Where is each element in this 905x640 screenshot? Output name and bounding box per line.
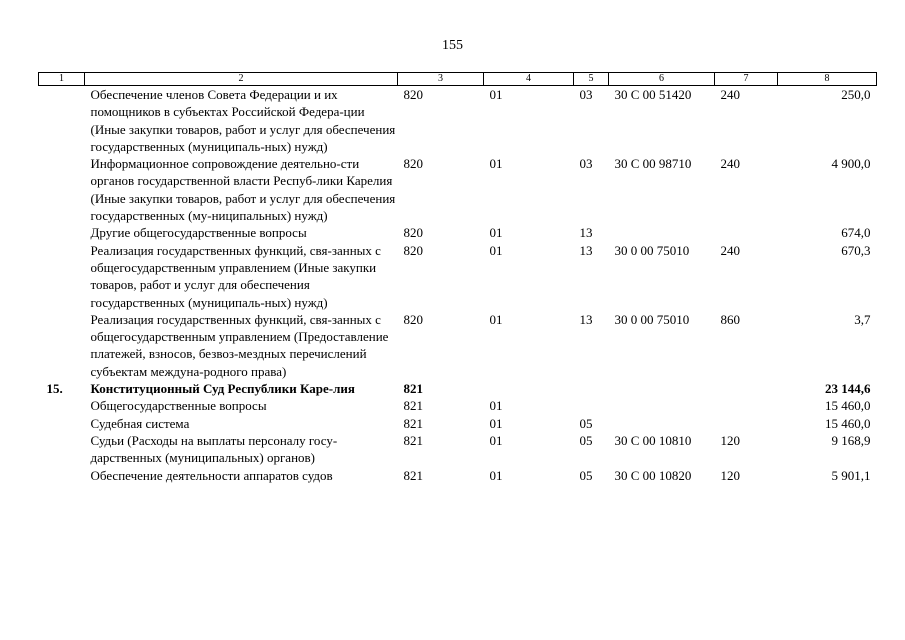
row-amount-cell: 250,0 [841,87,871,102]
row-rz-cell: 01 [489,415,503,431]
row-number-cell [39,86,85,156]
row-number-cell [39,415,85,432]
table-row [39,311,877,380]
row-rz-cell: 01 [489,156,503,172]
header-col-2: 2 [85,73,398,86]
row-rz-cell: 01 [489,242,503,258]
row-pr-cell: 13 [579,311,593,327]
row-csr-cell: 30 С 00 10810 [614,432,692,448]
row-amount-cell: 4 900,0 [831,156,871,172]
row-name-cell: Реализация государственных функций, свя-занных с общегосударственным управлением (Предоставление платежей, взносов, безвоз-мездных перечислений субъектам междуна-родного права) [90,311,389,379]
row-rz-cell: 01 [489,225,503,241]
page-number: 155 [442,38,463,53]
header-col-4: 4 [484,73,574,86]
row-name-cell: Реализация государственных функций, свя-занных с общегосударственным управлением (Иные закупки товаров, работ и услуг для обеспечения государственных (муниципаль-ных) нужд) [90,242,381,310]
row-csr-cell: 30 С 00 51420 [614,87,692,102]
row-number-cell [39,397,85,414]
row-pr-cell [574,380,609,397]
row-vr-cell: 240 [720,242,740,258]
row-ved-cell: 820 [403,242,423,258]
row-pr-cell [574,397,609,414]
row-name-cell: Конституционный Суд Республики Каре-лия [90,381,355,397]
row-ved-cell: 821 [403,398,423,414]
row-pr-cell: 03 [579,156,593,172]
row-ved-cell: 820 [403,225,423,241]
table-row [39,242,877,311]
row-ved-cell: 821 [403,381,423,397]
row-rz-cell: 01 [489,87,503,102]
row-name-cell: Обеспечение членов Совета Федерации и их помощников в субъектах Российской Федера-ции (Иные закупки товаров, работ и услуг для обеспечения государственных (муниципаль-ных) нужд) [90,87,396,154]
header-col-5: 5 [574,73,609,86]
row-pr-cell: 03 [579,87,593,102]
row-csr-cell [609,380,715,397]
row-pr-cell: 13 [579,242,593,258]
row-csr-cell: 30 С 00 98710 [614,156,692,172]
row-name-cell: Другие общегосударственные вопросы [90,225,307,241]
row-vr-cell: 240 [720,87,740,102]
row-name-cell: Информационное сопровождение деятельно-сти органов государственной власти Респуб-лики Карелия (Иные закупки товаров, работ и услуг для обеспечения государственных (му-ниципальных) нужд) [90,156,396,224]
row-amount-cell: 15 460,0 [825,415,871,431]
row-name-cell: Судьи (Расходы на выплаты персоналу госу-дарственных (муниципальных) органов) [90,432,338,466]
row-name-cell: Судебная система [90,415,190,431]
row-csr-cell: 30 0 00 75010 [614,242,690,258]
row-rz-cell: 01 [489,398,503,414]
row-amount-cell: 23 144,6 [825,381,871,397]
budget-table [38,72,877,484]
row-csr-cell [609,397,715,414]
table-body [39,86,877,484]
row-csr-cell: 30 С 00 10820 [614,467,692,483]
row-pr-cell: 13 [579,225,593,241]
table-row [39,467,877,484]
table-row [39,380,877,397]
row-amount-cell: 670,3 [841,242,871,258]
row-number-cell [39,242,85,311]
row-vr-cell [715,224,778,241]
row-amount-cell: 9 168,9 [831,432,871,448]
row-vr-cell: 860 [720,311,740,327]
row-ved-cell: 820 [403,156,423,172]
row-number-cell: 15. [46,381,63,397]
row-rz-cell [484,380,574,397]
row-amount-cell: 3,7 [854,311,871,327]
header-col-8: 8 [778,73,877,86]
row-number-cell [39,224,85,241]
table-row [39,415,877,432]
row-vr-cell [715,380,778,397]
row-ved-cell: 821 [403,432,423,448]
table-row [39,224,877,241]
table-row [39,155,877,224]
row-csr-cell: 30 0 00 75010 [614,311,690,327]
row-pr-cell: 05 [579,467,593,483]
row-name-cell: Обеспечение деятельности аппаратов судов [90,467,333,483]
row-rz-cell: 01 [489,311,503,327]
row-name-cell: Общегосударственные вопросы [90,398,267,414]
row-number-cell [39,311,85,380]
row-rz-cell: 01 [489,432,503,448]
header-col-7: 7 [715,73,778,86]
table-row [39,86,877,156]
row-ved-cell: 820 [403,311,423,327]
row-amount-cell: 15 460,0 [825,398,871,414]
row-amount-cell: 674,0 [841,225,871,241]
row-number-cell [39,432,85,467]
row-vr-cell [715,397,778,414]
header-col-1: 1 [39,73,85,86]
header-col-6: 6 [609,73,715,86]
row-csr-cell [609,415,715,432]
row-rz-cell: 01 [489,467,503,483]
header-row [39,73,877,86]
row-csr-cell [609,224,715,241]
row-ved-cell: 821 [403,467,423,483]
row-pr-cell: 05 [579,432,593,448]
table-header [39,73,877,86]
header-col-3: 3 [398,73,484,86]
row-amount-cell: 5 901,1 [831,467,871,483]
row-ved-cell: 820 [403,87,423,102]
row-number-cell [39,467,85,484]
row-vr-cell: 120 [720,467,740,483]
row-vr-cell: 240 [720,156,740,172]
table-row [39,432,877,467]
row-ved-cell: 821 [403,415,423,431]
row-pr-cell: 05 [579,415,593,431]
table-row [39,397,877,414]
row-number-cell [39,155,85,224]
row-vr-cell [715,415,778,432]
row-vr-cell: 120 [720,432,740,448]
